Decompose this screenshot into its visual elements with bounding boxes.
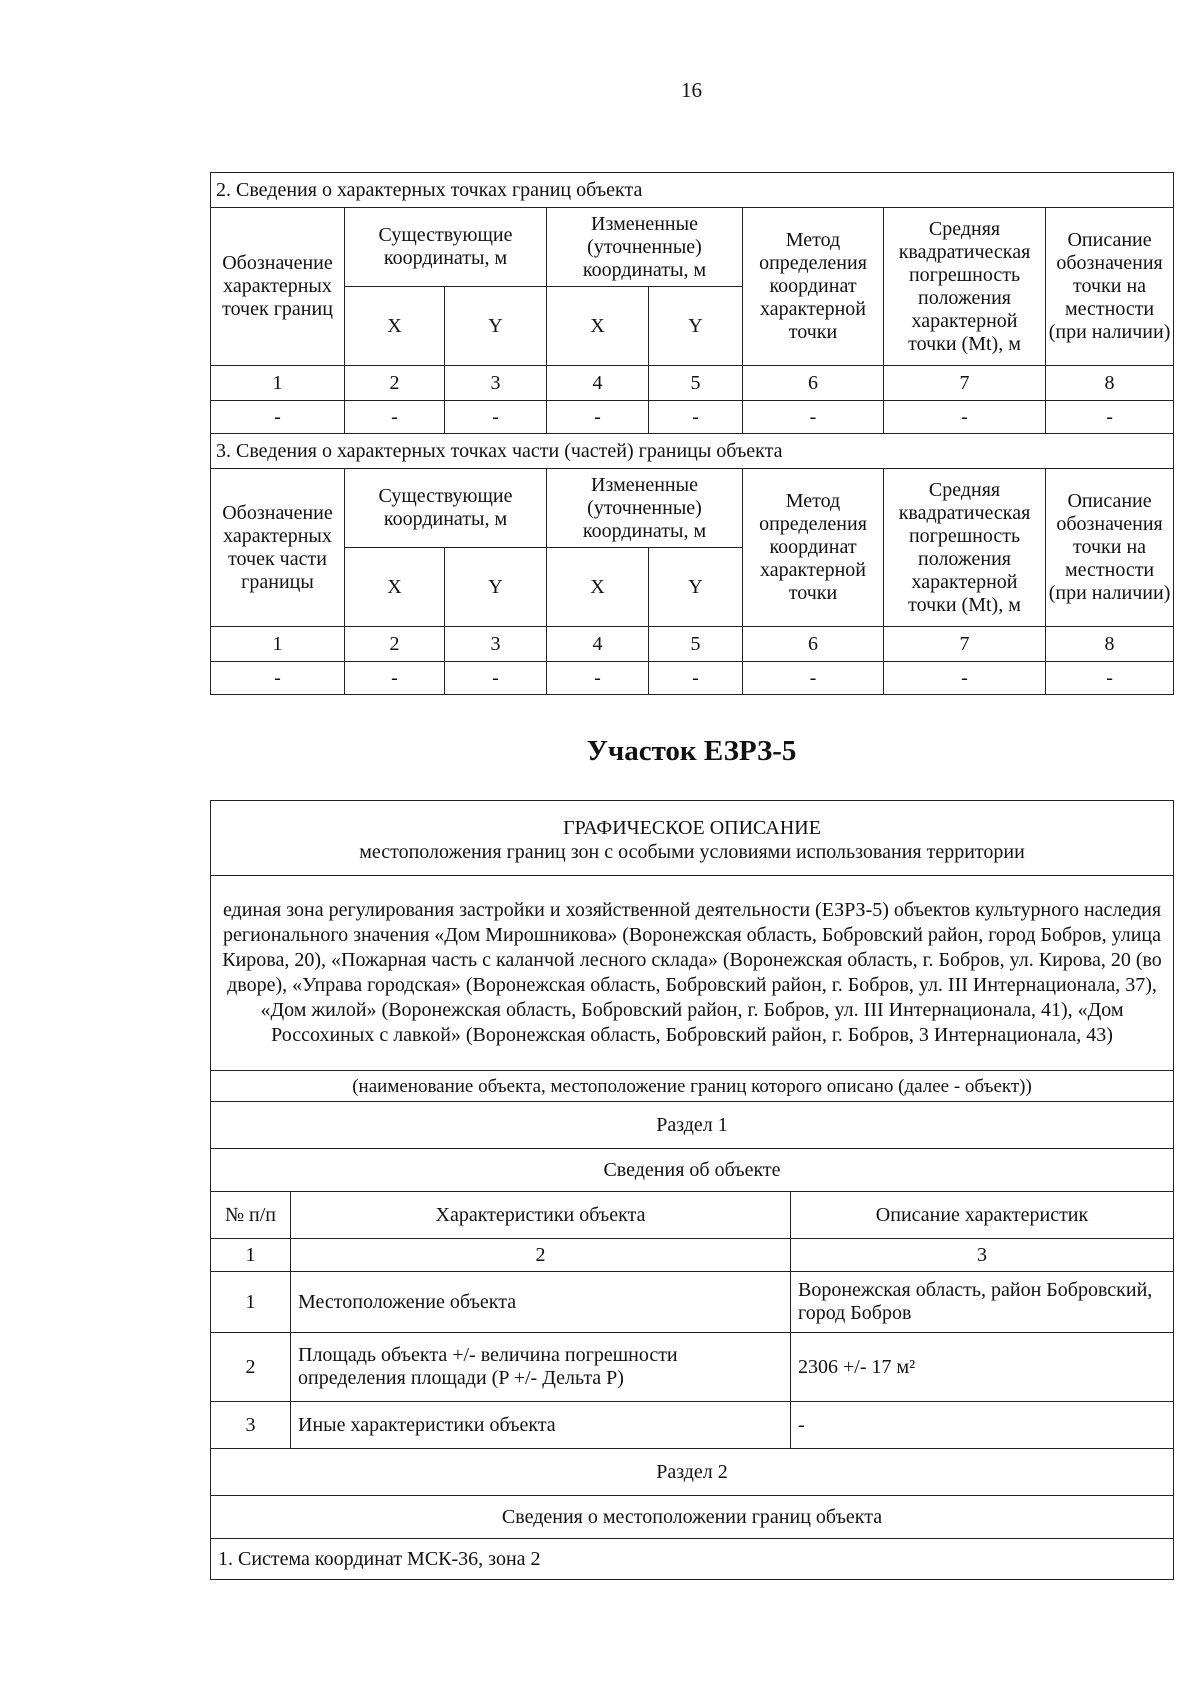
table-cell: -	[1046, 662, 1174, 695]
section-2-title: 2. Сведения о характерных точках границ объекта	[211, 173, 1174, 208]
column-number: 5	[649, 366, 743, 401]
graphic-description-subtitle: местоположения границ зон с особыми условиями использования территории	[359, 841, 1025, 863]
graphic-description-header	[211, 801, 1174, 876]
characteristic-name: Иные характеристики объекта	[291, 1402, 791, 1449]
column-number: 8	[1046, 627, 1174, 662]
header-y: Y	[649, 287, 743, 366]
table-cell: -	[211, 401, 345, 434]
table-cell: -	[445, 662, 547, 695]
header-y: Y	[445, 548, 547, 627]
header-y: Y	[445, 287, 547, 366]
header-characteristics-description: Описание характеристик	[791, 1192, 1174, 1239]
table-cell: -	[547, 662, 649, 695]
table-cell: -	[211, 662, 345, 695]
table-cell: -	[884, 401, 1046, 434]
table-cell: -	[743, 662, 884, 695]
header-description: Описание обозначения точки на местности (при наличии)	[1046, 469, 1174, 627]
column-number: 2	[291, 1239, 791, 1272]
graphic-description-table	[210, 800, 1174, 1580]
characteristic-name: Площадь объекта +/- величина погрешности определения площади (P +/- Дельта P)	[291, 1333, 791, 1402]
object-name: единая зона регулирования застройки и хозяйственной деятельности (ЕЗРЗ-5) объектов культурного наследия регионального значения «Дом Мирошникова» (Воронежская область, Бобровский район, город Бобров, улица Кирова, 20), «Пожарная часть с каланчой лесного склада» (Воронежская область, г. Бобров, ул. Кирова, 20 (во дворе), «Управа городская» (Воронежская область, Бобровский район, г. Бобров, ул. III Интернационала, 37), «Дом жилой» (Воронежская область, Бобровский район, г. Бобров, ул. III Интернационала, 41), «Дом Россохиных с лавкой» (Воронежская область, Бобровский район, г. Бобров, 3 Интернационала, 43)	[211, 876, 1174, 1071]
row-number: 2	[211, 1333, 291, 1402]
column-number: 1	[211, 1239, 291, 1272]
header-method: Метод определения координат характерной точки	[743, 469, 884, 627]
plot-title: Участок ЕЗРЗ-5	[586, 735, 797, 767]
object-caption: (наименование объекта, местоположение границ которого описано (далее - объект))	[211, 1071, 1174, 1102]
coordinate-system: 1. Система координат МСК-36, зона 2	[211, 1539, 1174, 1580]
header-y: Y	[649, 548, 743, 627]
characteristic-value: Воронежская область, район Бобровский, город Бобров	[791, 1272, 1174, 1333]
table-cell: -	[884, 662, 1046, 695]
header-accuracy: Средняя квадратическая погрешность положения характерной точки (Mt), м	[884, 469, 1046, 627]
header-accuracy: Средняя квадратическая погрешность положения характерной точки (Mt), м	[884, 208, 1046, 366]
header-row-number: № п/п	[211, 1192, 291, 1239]
column-number: 6	[743, 627, 884, 662]
section-2-label: Раздел 2	[211, 1449, 1174, 1496]
header-point-designation: Обозначение характерных точек части границы	[211, 469, 345, 627]
header-point-designation: Обозначение характерных точек границ	[211, 208, 345, 366]
header-characteristics: Характеристики объекта	[291, 1192, 791, 1239]
column-number: 3	[445, 627, 547, 662]
section-1-label: Раздел 1	[211, 1102, 1174, 1149]
row-number: 1	[211, 1272, 291, 1333]
header-changed-coordinates: Измененные (уточненные) координаты, м	[547, 469, 743, 548]
column-number: 7	[884, 627, 1046, 662]
characteristic-value: -	[791, 1402, 1174, 1449]
column-number: 1	[211, 627, 345, 662]
header-changed-coordinates: Измененные (уточненные) координаты, м	[547, 208, 743, 287]
header-existing-coordinates: Существующие координаты, м	[345, 469, 547, 548]
column-number: 6	[743, 366, 884, 401]
header-x: X	[547, 548, 649, 627]
row-number: 3	[211, 1402, 291, 1449]
table-cell: -	[649, 401, 743, 434]
column-number: 3	[791, 1239, 1174, 1272]
table-cell: -	[345, 662, 445, 695]
graphic-description-title: ГРАФИЧЕСКОЕ ОПИСАНИЕ	[563, 817, 821, 839]
header-existing-coordinates: Существующие координаты, м	[345, 208, 547, 287]
section-1-title: Сведения об объекте	[211, 1149, 1174, 1192]
characteristic-name: Местоположение объекта	[291, 1272, 791, 1333]
header-x: X	[345, 287, 445, 366]
column-number: 3	[445, 366, 547, 401]
header-x: X	[345, 548, 445, 627]
column-number: 2	[345, 366, 445, 401]
table-cell: -	[649, 662, 743, 695]
table-cell: -	[445, 401, 547, 434]
column-number: 4	[547, 627, 649, 662]
section-3-title: 3. Сведения о характерных точках части (частей) границы объекта	[211, 434, 1174, 469]
header-description: Описание обозначения точки на местности (при наличии)	[1046, 208, 1174, 366]
table-cell: -	[345, 401, 445, 434]
boundary-points-table	[210, 172, 1174, 695]
table-cell: -	[743, 401, 884, 434]
column-number: 4	[547, 366, 649, 401]
section-2-title: Сведения о местоположении границ объекта	[211, 1496, 1174, 1539]
page-number: 16	[681, 78, 702, 102]
column-number: 2	[345, 627, 445, 662]
header-x: X	[547, 287, 649, 366]
characteristic-value: 2306 +/- 17 м²	[791, 1333, 1174, 1402]
column-number: 1	[211, 366, 345, 401]
header-method: Метод определения координат характерной точки	[743, 208, 884, 366]
table-cell: -	[1046, 401, 1174, 434]
column-number: 5	[649, 627, 743, 662]
column-number: 8	[1046, 366, 1174, 401]
column-number: 7	[884, 366, 1046, 401]
table-cell: -	[547, 401, 649, 434]
